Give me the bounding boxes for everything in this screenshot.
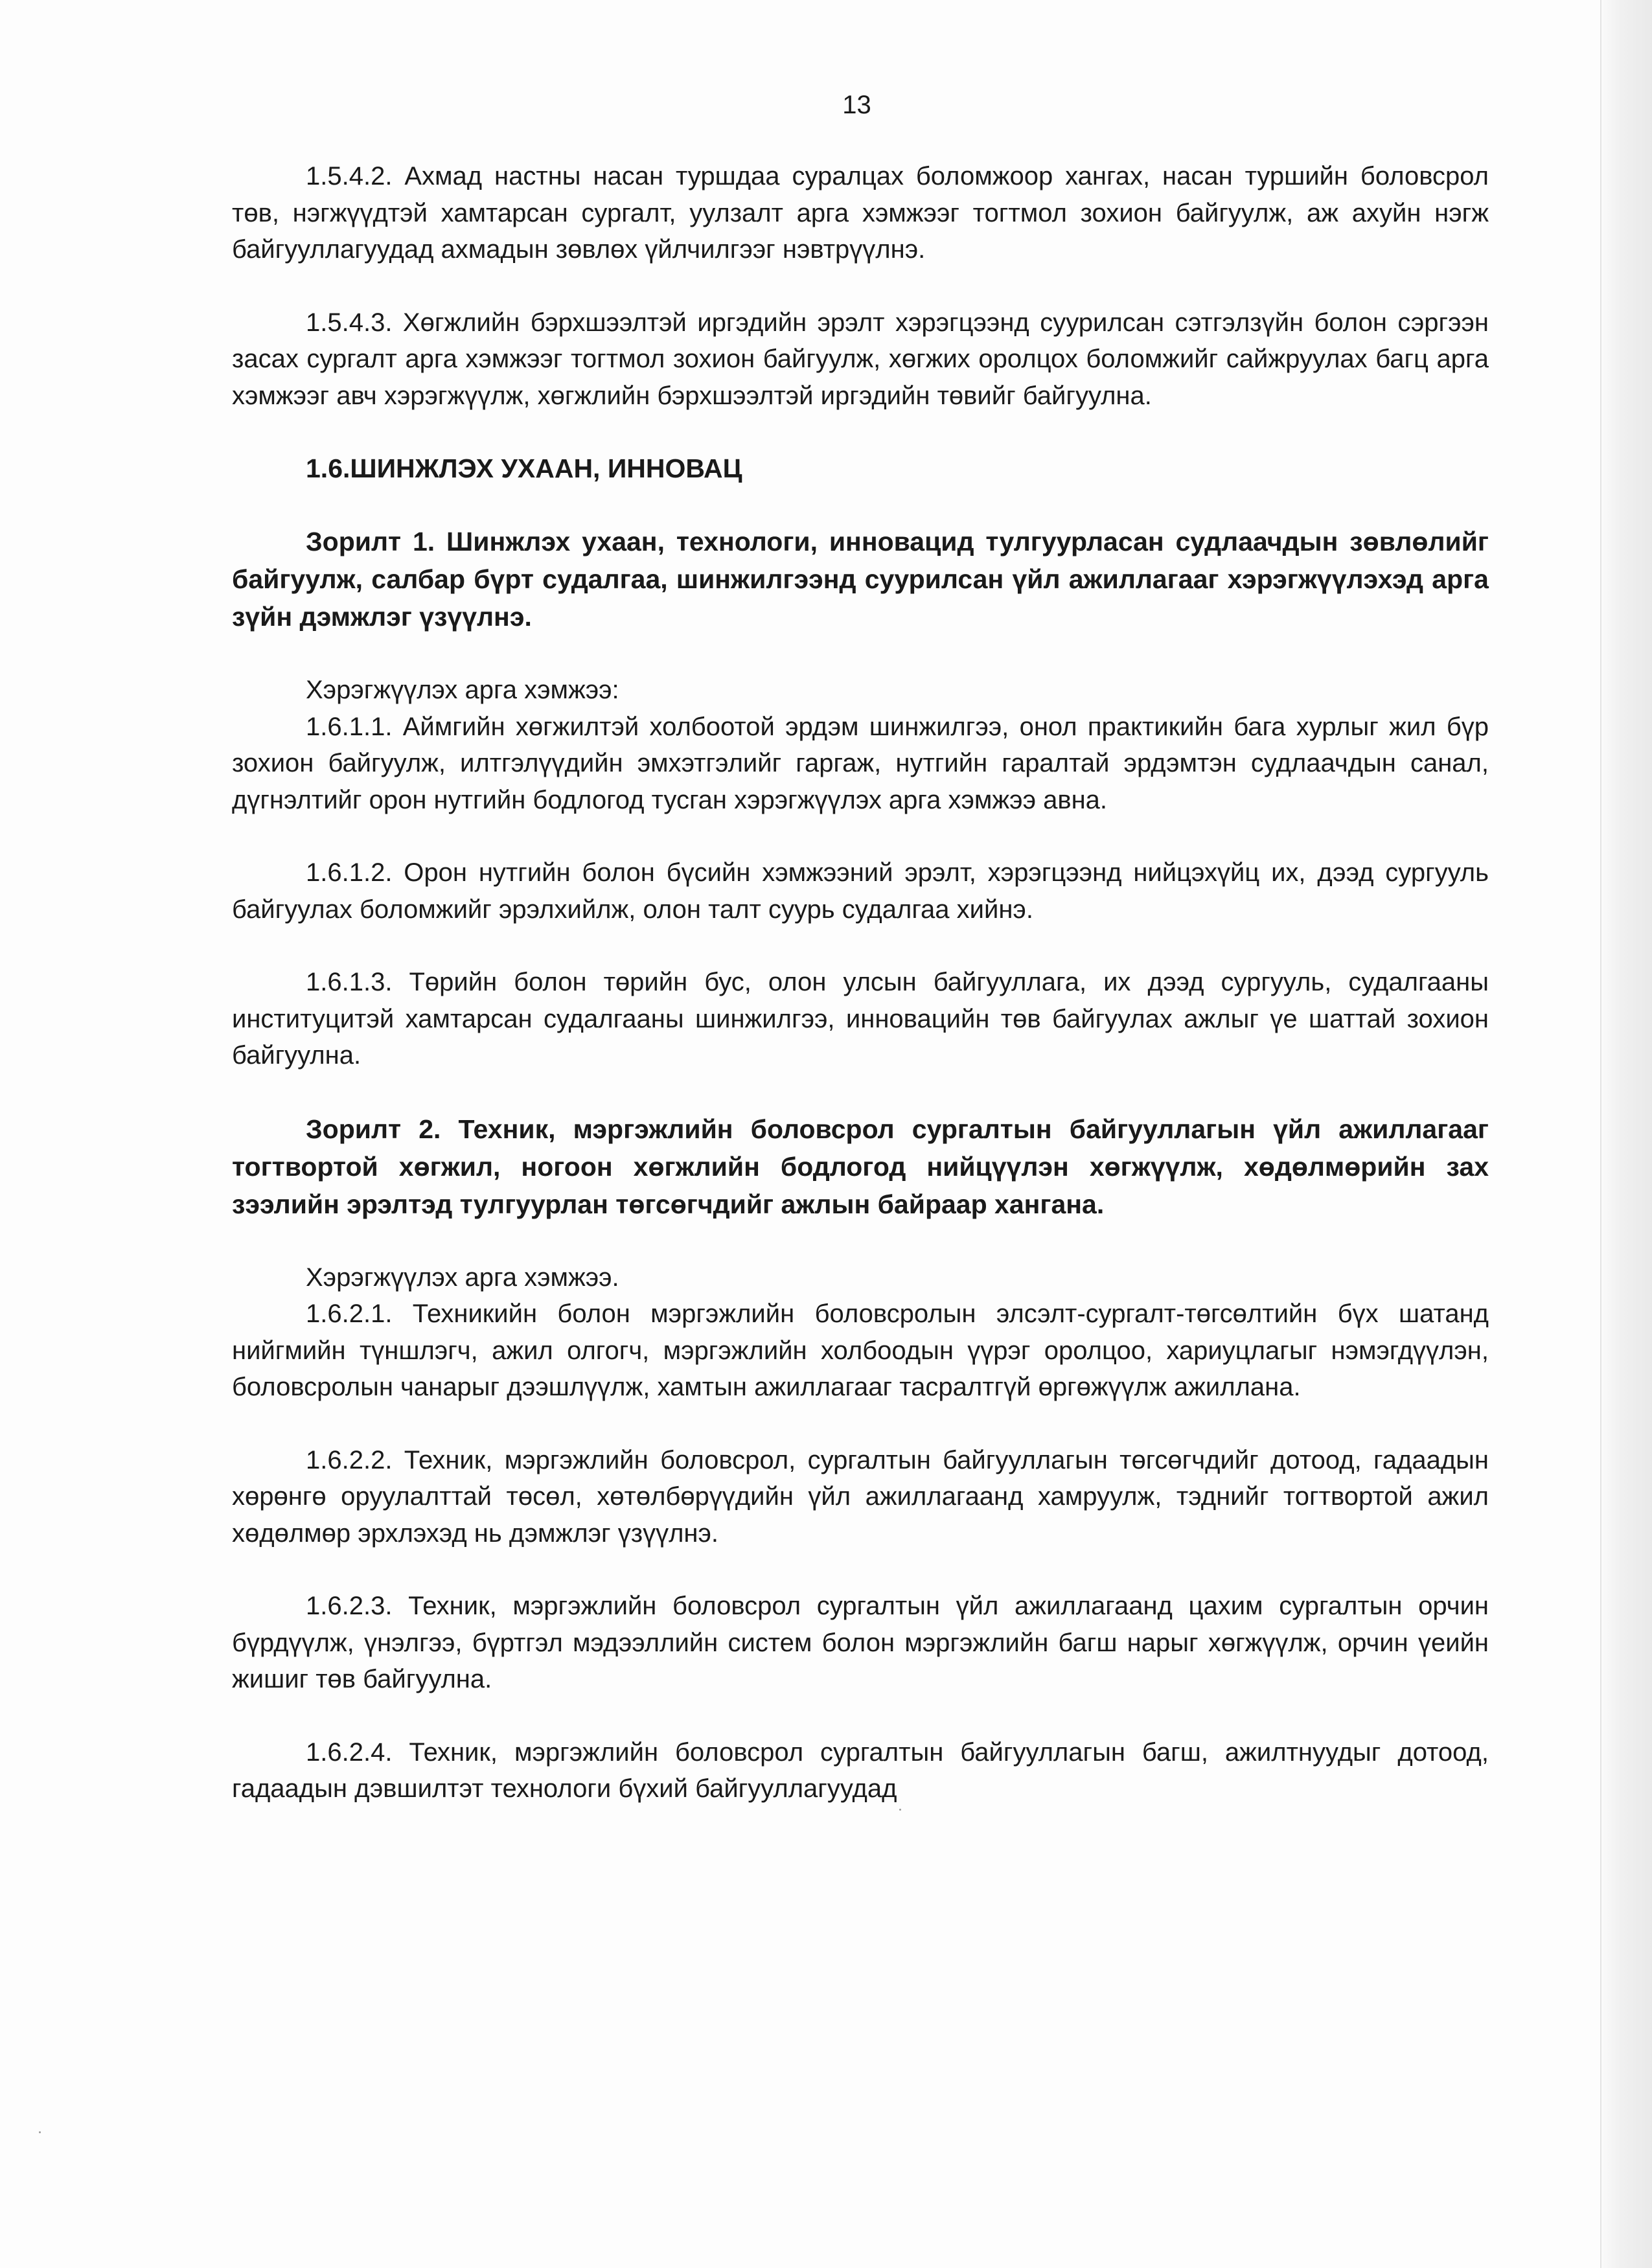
- goal-2-text: Техник, мэргэжлийн боловсрол сургалтын байгууллагын үйл ажиллагааг тогтвортой хөгжил, ногоон хөгжлийн бодлогод нийцүүлэн хөгжүүлж, хөдөлмөрийн зах зээлийн эрэлтэд тулгуурлан төгсөгчдийг ажлын байраар хангана.: [232, 1114, 1489, 1219]
- scan-speck: [899, 1809, 901, 1811]
- paragraph-1-6-2-2: 1.6.2.2. Техник, мэргэжлийн боловсрол, сургалтын байгууллагын төгсөгчдийг дотоод, гадаадын хөрөнгө оруулалттай төсөл, хөтөлбөрүүдийн үйл ажиллагаанд хамруулж, тэднийг тогтвортой ажил хөдөлмөр эрхлэхэд нь дэмжлэг үзүүлнэ.: [232, 1445, 1489, 1548]
- paragraph-1-6-2-1: 1.6.2.1. Техникийн болон мэргэжлийн боловсролын элсэлт-сургалт-төгсөлтийн бүх шатанд нийгмийн түншлэгч, ажил олгогч, мэргэжлийн холбоодын үүрэг оролцоо, хариуцлагыг нэмэгдүүлэн, боловсролын чанарыг дээшлүүлж, хамтын ажиллагааг тасралтгүй өргөжүүлж ажиллана.: [232, 1300, 1489, 1401]
- scan-edge-shadow: [1600, 0, 1652, 2268]
- paragraph-1-6-1-2: 1.6.1.2. Орон нутгийн болон бүсийн хэмжээний эрэлт, хэрэгцээнд нийцэхүйц их, дээд сургууль байгуулах боломжийг эрэлхийлж, олон талт суурь судалгаа хийнэ.: [232, 858, 1489, 924]
- document-body: [232, 158, 1489, 1807]
- paragraph-1-6-1-1: 1.6.1.1. Аймгийн хөгжилтэй холбоотой эрдэм шинжилгээ, онол практикийн бага хурлыг жил бүр зохион байгуулж, илтгэлүүдийн эмхэтгэлийг гаргаж, нутгийн гаралтай эрдэмтэн судлаачдын санал, дүгнэлтийг орон нутгийн бодлогод тусган хэрэгжүүлэх арга хэмжээ авна.: [232, 712, 1489, 814]
- goal-1-label: Зорилт 1.: [306, 527, 435, 556]
- goal-1-text: Шинжлэх ухаан, технологи, инновацид тулгуурласан судлаачдын зөвлөлийг байгуулж, салбар бүрт судалгаа, шинжилгээнд суурилсан үйл ажиллагааг хэрэгжүүлэхэд арга зүйн дэмжлэг үзүүлнэ.: [232, 527, 1489, 632]
- measures-label-2: Хэрэгжүүлэх арга хэмжээ.: [306, 1263, 619, 1292]
- paragraph-1-5-4-3: 1.5.4.3. Хөгжлийн бэрхшээлтэй иргэдийн эрэлт хэрэгцээнд суурилсан сэтгэлзүйн болон сэргээн засах сургалт арга хэмжээг тогтмол зохион байгуулж, хөгжих оролцох боломжийг сайжруулах багц арга хэмжээг авч хэрэгжүүлж, хөгжлийн бэрхшээлтэй иргэдийн төвийг байгуулна.: [232, 308, 1489, 410]
- paragraph-1-6-1-3: 1.6.1.3. Төрийн болон төрийн бус, олон улсын байгууллага, их дээд сургууль, судалгааны институцитэй хамтарсан судалгааны шинжилгээ, инновацийн төв байгуулах ажлыг үе шаттай зохион байгуулна.: [232, 968, 1489, 1070]
- section-heading-1-6: 1.6.ШИНЖЛЭХ УХААН, ИННОВАЦ: [306, 453, 742, 483]
- goal-1: [232, 523, 1489, 636]
- goal-2-label: Зорилт 2.: [306, 1114, 441, 1144]
- scan-speck: [39, 2131, 41, 2133]
- paragraph-1-5-4-2: 1.5.4.2. Ахмад настны насан туршдаа суралцах боломжоор хангах, насан туршийн боловсрол төв, нэгжүүдтэй хамтарсан сургалт, уулзалт арга хэмжээг тогтмол зохион байгуулж, аж ахуйн нэгж байгууллагуудад ахмадын зөвлөх үйлчилгээг нэвтрүүлнэ.: [232, 162, 1489, 264]
- page-number: 13: [842, 91, 871, 119]
- measures-label-1: Хэрэгжүүлэх арга хэмжээ:: [306, 676, 619, 704]
- goal-2: [232, 1110, 1489, 1223]
- paragraph-1-6-2-4: 1.6.2.4. Техник, мэргэжлийн боловсрол сургалтын байгууллагын багш, ажилтнуудыг дотоод, гадаадын дэвшилтэт технологи бүхий байгууллагуудад: [232, 1737, 1489, 1803]
- paragraph-1-6-2-3: 1.6.2.3. Техник, мэргэжлийн боловсрол сургалтын үйл ажиллагаанд цахим сургалтын орчин бүрдүүлж, үнэлгээ, бүртгэл мэдээллийн систем болон мэргэжлийн багш нарыг хөгжүүлж, орчин үеийн жишиг төв байгуулна.: [232, 1592, 1489, 1693]
